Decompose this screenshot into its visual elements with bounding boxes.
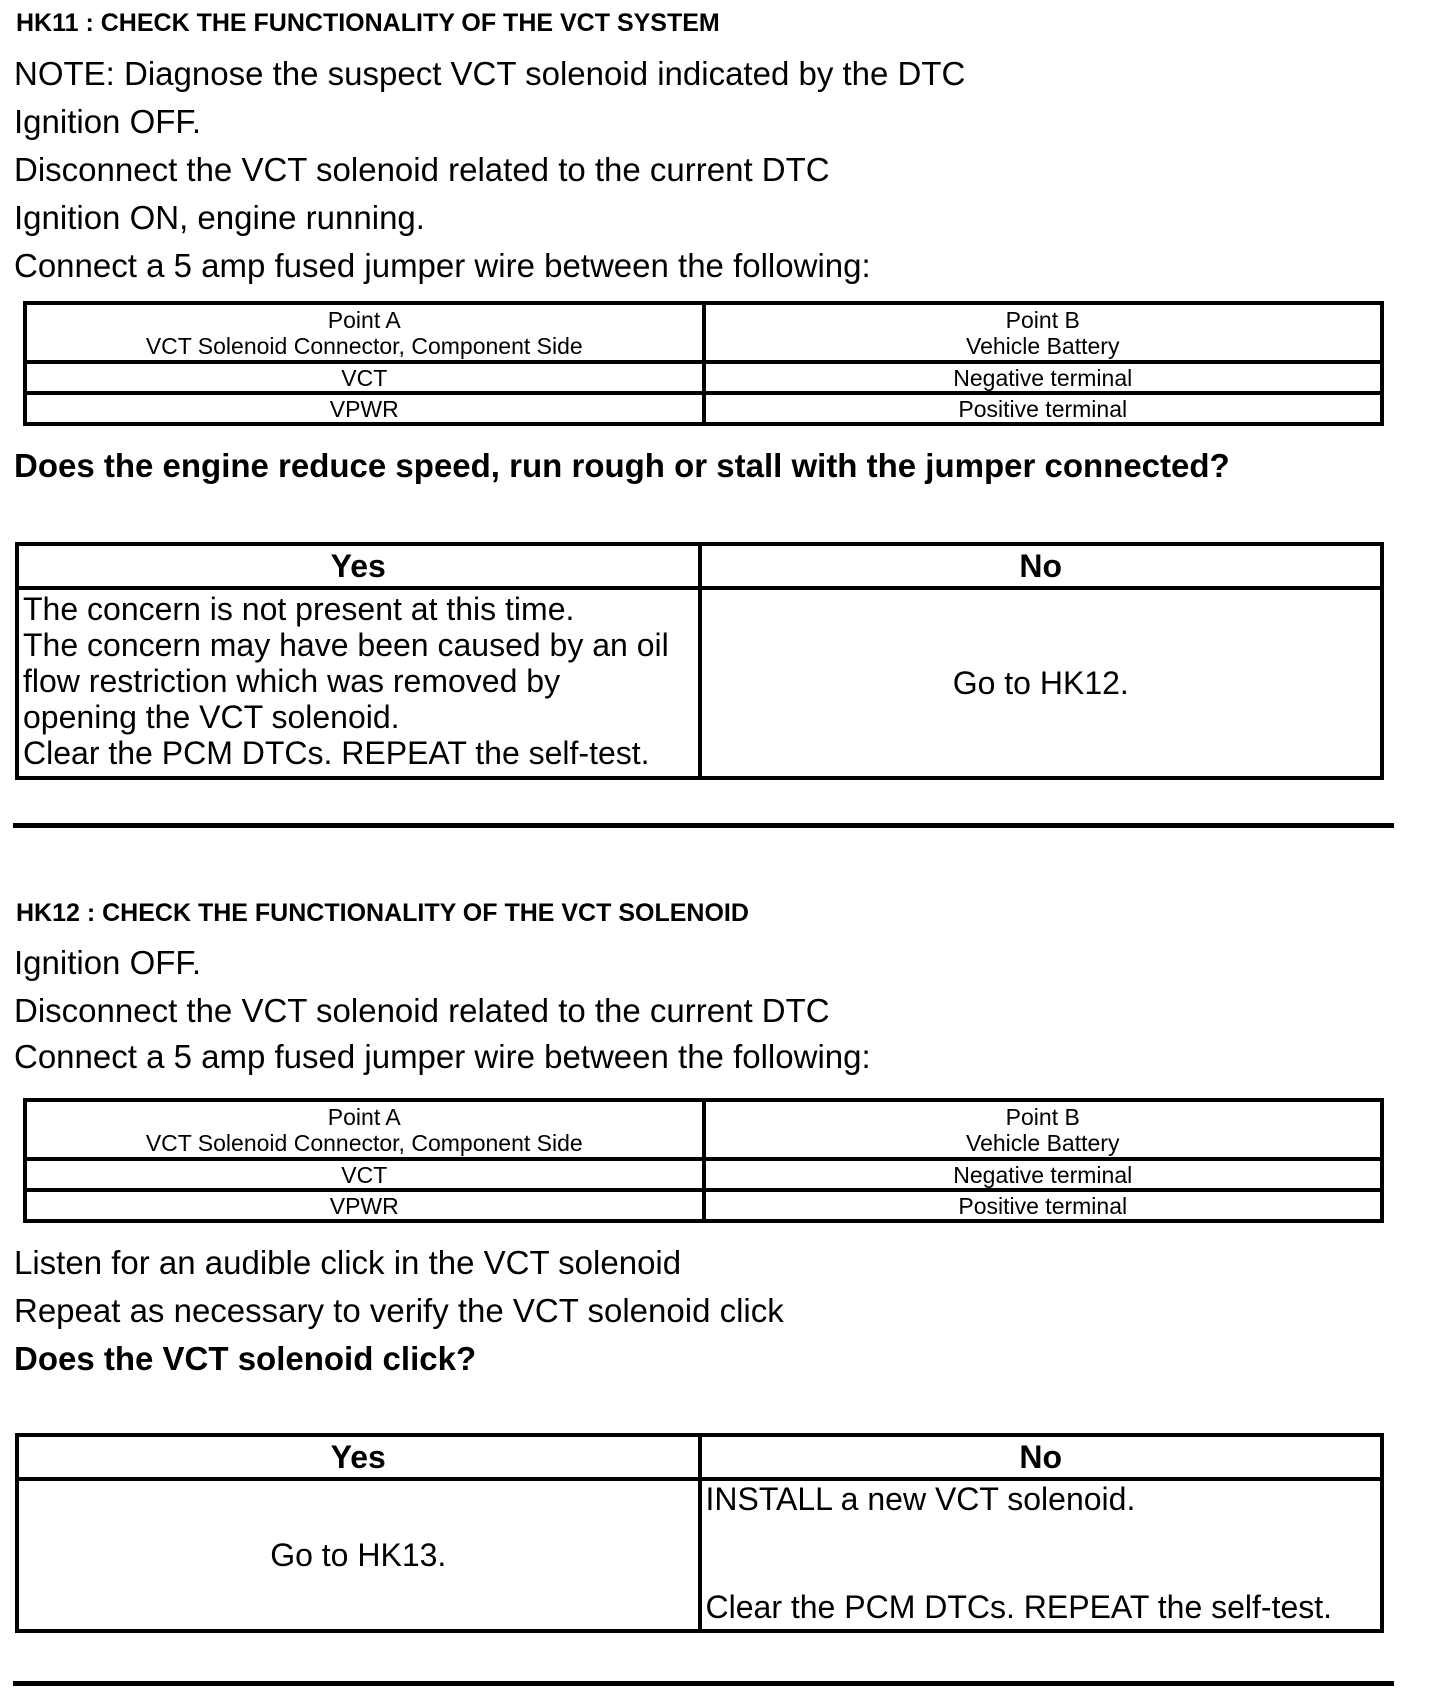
- hk12-point-a-title: Point A: [327, 1103, 401, 1130]
- hk11-yes-line: The concern is not present at this time.: [23, 591, 575, 627]
- hk11-step-connect: Connect a 5 amp fused jumper wire between the following:: [14, 247, 871, 284]
- hk11-point-a-title: Point A: [327, 306, 401, 333]
- hk12-no-line-1: INSTALL a new VCT solenoid.: [705, 1481, 1136, 1517]
- section-divider: [13, 823, 1394, 828]
- hk12-step-listen: Listen for an audible click in the VCT solenoid: [14, 1244, 682, 1281]
- hk11-no-header: No: [700, 544, 1383, 588]
- hk11-jumper-table: [23, 301, 1384, 426]
- hk12-yes-header: Yes: [17, 1435, 700, 1479]
- hk11-row2-b: Positive terminal: [704, 393, 1383, 424]
- hk12-point-a-header: [25, 1100, 704, 1159]
- section-divider: [13, 1681, 1394, 1686]
- hk11-row2-a: VPWR: [25, 393, 704, 424]
- hk11-yes-line: Clear the PCM DTCs. REPEAT the self-test.: [23, 735, 650, 771]
- hk12-yes-cell: Go to HK13.: [17, 1479, 700, 1631]
- hk11-point-b-sub: Vehicle Battery: [966, 332, 1120, 359]
- hk12-step-repeat: Repeat as necessary to verify the VCT solenoid click: [14, 1292, 784, 1329]
- table-row: [25, 362, 1382, 393]
- hk11-result-table: [15, 542, 1384, 780]
- hk12-no-header: No: [700, 1435, 1383, 1479]
- hk11-step-ignition-off: Ignition OFF.: [14, 103, 202, 140]
- hk11-step-note: NOTE: Diagnose the suspect VCT solenoid indicated by the DTC: [14, 55, 966, 92]
- hk12-point-b-title: Point B: [1005, 1103, 1080, 1130]
- hk11-step-disconnect: Disconnect the VCT solenoid related to the current DTC: [14, 151, 830, 188]
- hk11-row1-a: VCT: [25, 362, 704, 393]
- hk12-step-ignition-off: Ignition OFF.: [14, 944, 202, 981]
- hk12-heading: HK12 : CHECK THE FUNCTIONALITY OF THE VCT SOLENOID: [16, 899, 749, 927]
- hk12-result-table: [15, 1433, 1384, 1633]
- hk11-heading: HK11 : CHECK THE FUNCTIONALITY OF THE VCT SYSTEM: [16, 9, 720, 37]
- hk11-point-a-sub: VCT Solenoid Connector, Component Side: [145, 332, 583, 359]
- hk12-point-b-header: [704, 1100, 1383, 1159]
- hk12-point-b-sub: Vehicle Battery: [966, 1129, 1120, 1156]
- hk11-yes-line: flow restriction which was removed by: [23, 663, 561, 699]
- hk11-point-a-header: [25, 303, 704, 362]
- hk12-point-a-sub: VCT Solenoid Connector, Component Side: [145, 1129, 583, 1156]
- hk11-yes-cell: [17, 588, 700, 778]
- hk12-no-cell: [700, 1479, 1383, 1631]
- hk12-no-line-2: Clear the PCM DTCs. REPEAT the self-test.: [705, 1589, 1333, 1625]
- hk12-row2-a: VPWR: [25, 1190, 704, 1221]
- hk11-yes-line: The concern may have been caused by an oil: [23, 627, 669, 663]
- hk11-yes-line: opening the VCT solenoid.: [23, 699, 400, 735]
- hk11-question: Does the engine reduce speed, run rough or stall with the jumper connected?: [14, 447, 1230, 484]
- hk12-question: Does the VCT solenoid click?: [14, 1340, 477, 1377]
- hk12-jumper-table: [23, 1098, 1384, 1223]
- table-row: [25, 1190, 1382, 1221]
- hk12-step-disconnect: Disconnect the VCT solenoid related to the current DTC: [14, 992, 830, 1029]
- table-row: [25, 393, 1382, 424]
- hk12-row1-a: VCT: [25, 1159, 704, 1190]
- hk12-row2-b: Positive terminal: [704, 1190, 1383, 1221]
- hk11-step-ignition-on: Ignition ON, engine running.: [14, 199, 425, 236]
- hk12-step-connect: Connect a 5 amp fused jumper wire between the following:: [14, 1038, 871, 1075]
- hk11-yes-header: Yes: [17, 544, 700, 588]
- hk12-row1-b: Negative terminal: [704, 1159, 1383, 1190]
- hk11-no-cell: Go to HK12.: [700, 588, 1383, 778]
- hk11-point-b-title: Point B: [1005, 306, 1080, 333]
- table-row: [25, 1159, 1382, 1190]
- hk11-point-b-header: [704, 303, 1383, 362]
- hk11-row1-b: Negative terminal: [704, 362, 1383, 393]
